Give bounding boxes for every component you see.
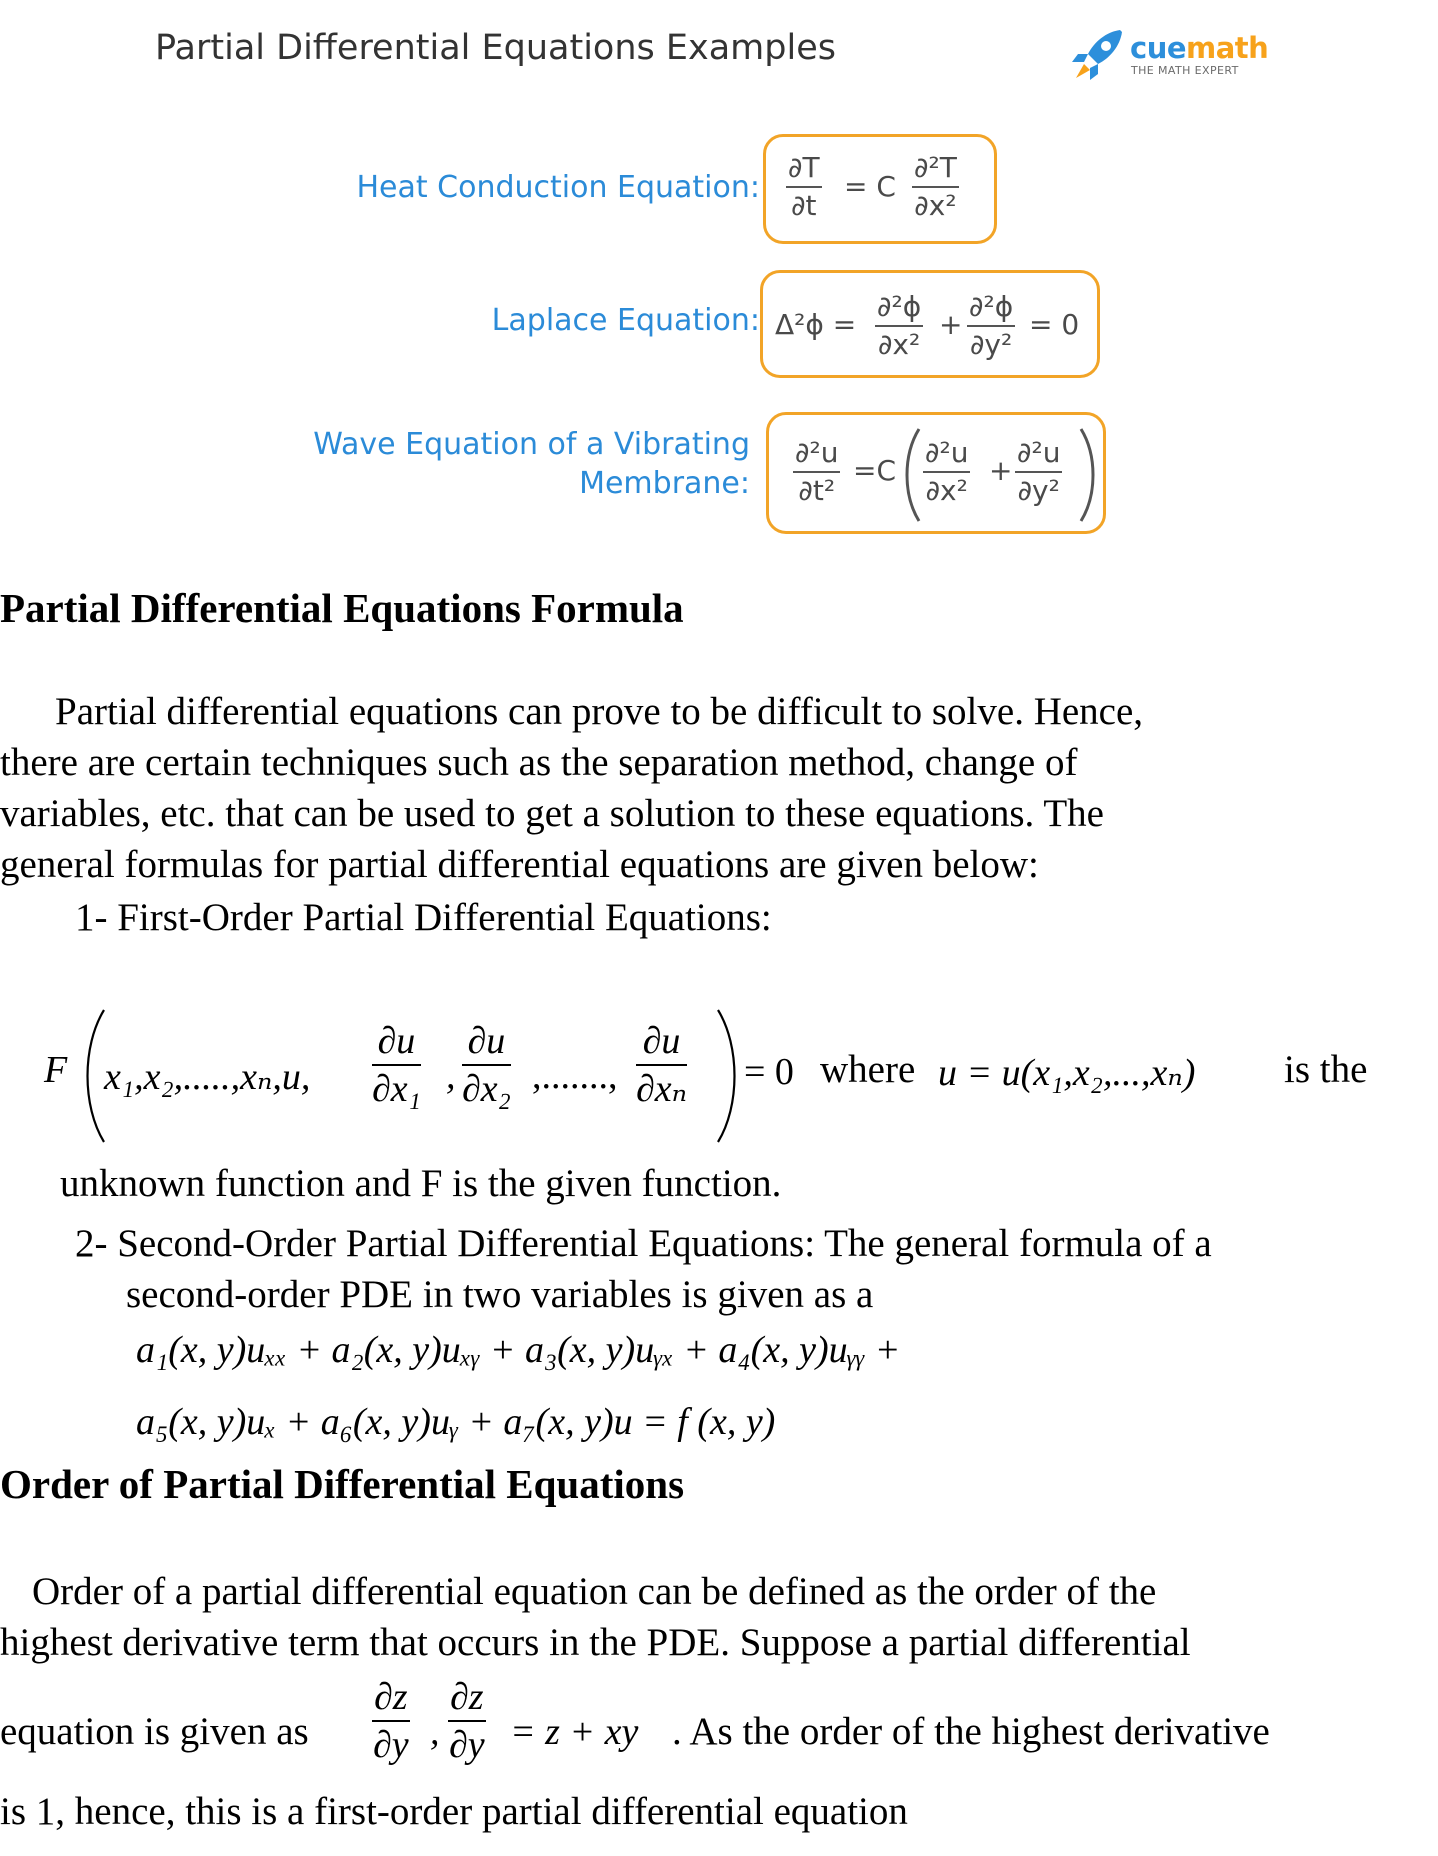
second-order-item-line2: second-order PDE in two variables is given as a — [126, 1273, 874, 1316]
order-line-3 — [0, 1672, 1438, 1782]
order-line-2: highest derivative term that occurs in the PDE. Suppose a partial differential — [0, 1621, 1191, 1664]
order-line-4: is 1, hence, this is a first-order partial differential equation — [0, 1790, 908, 1833]
formula-args: x₁,x₂,.....,xₙ,u, — [104, 1056, 311, 1098]
wave-label-line2: Membrane: — [579, 466, 750, 501]
first-order-tail: unknown function and F is the given function. — [60, 1162, 782, 1205]
equals-zero: = 0 — [744, 1051, 794, 1093]
logo-tagline: THE MATH EXPERT — [1131, 64, 1239, 77]
order-fraction-1: $\frac{\partial z}{\partial y}$ — [372, 1676, 409, 1766]
second-order-formula-line2: a₅(x, y)uₓ + a₆(x, y)uᵧ + a₇(x, y)u = f (x, y) — [136, 1401, 776, 1443]
intro-line-1: Partial differential equations can prove to be difficult to solve. Hence, — [55, 690, 1144, 733]
order-line-1: Order of a partial differential equation can be defined as the order of the — [32, 1570, 1157, 1613]
heat-rhs-fraction: $\frac{\text{∂²T}}{\text{∂x²}}$ — [914, 151, 957, 222]
order-comma: , — [430, 1711, 440, 1753]
wave-equation-box — [766, 412, 1106, 534]
derivative-2: $\frac{\partial u}{\text{∂x₂}}$ — [462, 1020, 511, 1110]
where-text: where — [820, 1048, 916, 1091]
laplace-lhs: Δ²ϕ = — [775, 308, 857, 341]
laplace-rhs: = 0 — [1029, 308, 1080, 341]
infographic-title: Partial Differential Equations Examples — [155, 28, 836, 68]
first-order-item: 1- First-Order Partial Differential Equations: — [75, 896, 772, 939]
intro-line-3: variables, etc. that can be used to get a solution to these equations. The — [0, 792, 1104, 835]
heat-lhs-fraction: $\frac{\partial T}{\partial t}$ — [788, 151, 820, 222]
order-rhs: = z + xy — [510, 1711, 639, 1753]
order-heading: Order of Partial Differential Equations — [0, 1461, 685, 1507]
heat-equals-c: = C — [844, 170, 896, 203]
wave-term1-fraction: $\frac{\text{∂²u}}{\text{∂x²}}$ — [925, 436, 969, 507]
second-order-item-line1: 2- Second-Order Partial Differential Equations: The general formula of a — [75, 1222, 1212, 1265]
heat-equation-box — [763, 134, 997, 244]
is-the-text: is the — [1284, 1048, 1368, 1091]
formula-intro — [0, 686, 1143, 890]
laplace-term2-fraction: $\frac{\text{∂²ϕ}}{\text{∂y²}}$ — [969, 290, 1014, 361]
u-definition: u = u(x₁,x₂,...,xₙ) — [938, 1052, 1196, 1094]
wave-equals-c: =C — [853, 454, 897, 487]
intro-line-4: general formulas for partial differential equations are given below: — [0, 843, 1039, 886]
heat-equation-label: Heat Conduction Equation: — [356, 170, 760, 205]
intro-line-2: there are certain techniques such as the separation method, change of — [0, 741, 1078, 784]
first-order-formula — [0, 1000, 1438, 1150]
formula-heading: Partial Differential Equations Formula — [0, 585, 684, 631]
function-F: F — [44, 1049, 68, 1091]
second-order-formula-line1: a₁(x, y)uₓₓ + a₂(x, y)uₓᵧ + a₃(x, y)uᵧₓ + a₄(x, y)uᵧᵧ + — [136, 1329, 901, 1371]
derivative-n: $\frac{\partial u}{\text{∂xₙ}}$ — [636, 1020, 688, 1110]
left-paren-icon — [897, 425, 925, 525]
right-paren-icon — [1075, 425, 1103, 525]
formula-dots: ,......., — [532, 1055, 618, 1097]
order-line3-prefix: equation is given as — [0, 1710, 309, 1753]
comma-1: , — [446, 1055, 456, 1097]
derivative-1: $\frac{\partial u}{\text{∂x₁}}$ — [372, 1020, 421, 1110]
wave-lhs-fraction: $\frac{\text{∂²u}}{\text{∂t²}}$ — [795, 436, 839, 507]
order-line3-suffix: . As the order of the highest derivative — [672, 1710, 1270, 1753]
rocket-icon — [1068, 26, 1126, 82]
laplace-plus: + — [939, 308, 963, 341]
laplace-term1-fraction: $\frac{\text{∂²ϕ}}{\text{∂x²}}$ — [877, 290, 922, 361]
wave-term2-fraction: $\frac{\text{∂²u}}{\text{∂y²}}$ — [1017, 436, 1061, 507]
laplace-equation-box — [760, 270, 1100, 378]
wave-plus: + — [989, 454, 1013, 487]
wave-equation-label — [250, 425, 750, 503]
formula-right-paren-icon — [714, 1006, 744, 1146]
laplace-equation-label: Laplace Equation: — [491, 303, 760, 338]
logo-wordmark: cuemath — [1130, 31, 1269, 65]
wave-label-line1: Wave Equation of a Vibrating — [313, 427, 750, 462]
order-fraction-2: $\frac{\partial z}{\partial y}$ — [448, 1676, 485, 1766]
